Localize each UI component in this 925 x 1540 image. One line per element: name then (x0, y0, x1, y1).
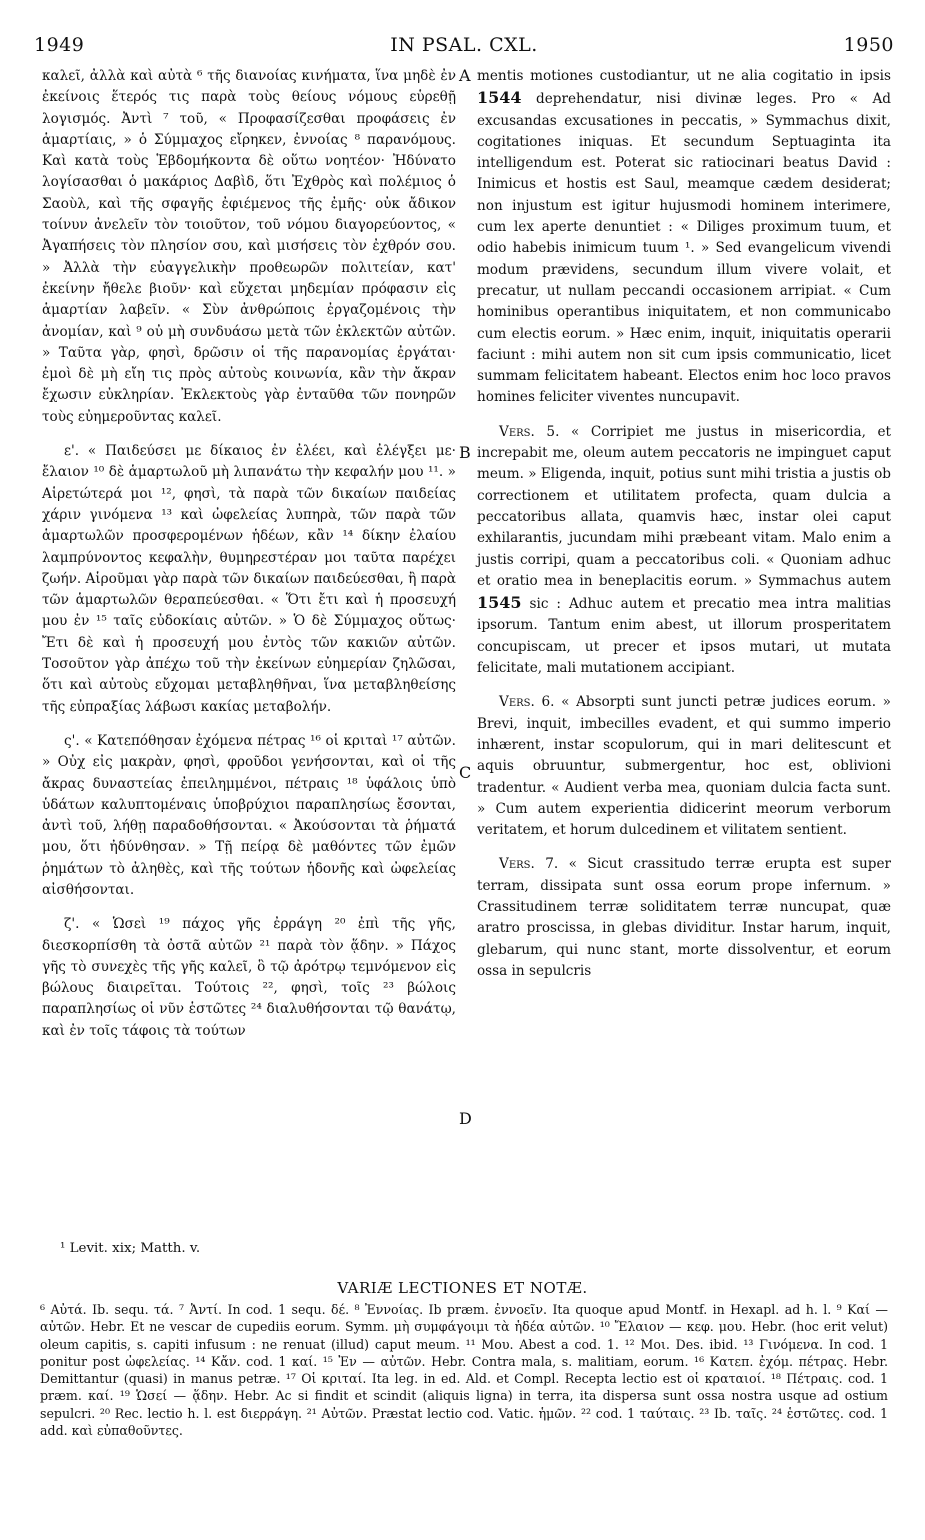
latin-paragraph: Vers. 5. « Corripiet me justus in misericordia, et increpabit me, oleum autem peccatoris ne impinguet caput meum. » Eligenda, inquit, potius sunt mihi tristia a justis ob correctionem et utilitatem profecta, quam dulcia a peccatoribus allata, quamvis hæc, instar olei caput exhilarantis, jucundam mihi præbeant vitam. Malo enim a justis corripi, quam a peccatoribus coli. « Quoniam adhuc et oratio mea in beneplacitis eorum. » Symmachus autem 1545 sic : Adhuc autem et precatio mea intra malitias ipsorum. Tantum enim abest, ut illorum prosperitatem concupiscam, ut precer et ipsos mutari, ut mutata felicitate, mali mutationem accipiant. (477, 423, 892, 677)
latin-column (477, 66, 891, 982)
margin-marker-b: B (459, 443, 471, 462)
greek-paragraph: καλεῖ, ἀλλὰ καὶ αὐτὰ ⁶ τῆς διανοίας κινήματα, ἵνα μηδὲ ἐν ἐκείνοις ἕτερός τις παρὰ τοὺς θείους νόμους εὑρεθῇ λογισμός. Ἀντὶ ⁷ τοῦ, « Προφασίζεσθαι προφάσεις ἐν ἁμαρτίαις, » ὁ Σύμμαχος εἴρηκεν, ἐννοίας ⁸ παρανόμους. Καὶ κατὰ τοὺς Ἑβδομήκοντα δὲ οὕτω νοητέον· Ἠδύνατο λογίσασθαι ὁ μακάριος Δαβὶδ, ὅτι Ἐχθρὸς καὶ πολέμιος ὁ Σαοὺλ, καὶ τῆς σφαγῆς ἐφιέμενος τῆς ἐμῆς· οὐκ ἄδικον τοίνυν ἀνελεῖν τὸν τοιοῦτον, τοῦ νόμου διαγορεύοντος, « Ἀγαπήσεις τὸν πλησίον σου, καὶ μισήσεις τὸν ἐχθρόν σου. » Ἀλλὰ τὴν εὐαγγελικὴν προθεωρῶν πολιτείαν, κατ' ἐκείνην ἤθελε βιοῦν· καὶ εὔχεται μηδεμίαν πρόφασιν εἰς ἁμαρτίαν λαβεῖν. « Σὺν ἀνθρώποις ἐργαζομένοις τὴν ἀνομίαν, καὶ ⁹ οὐ μὴ συνδυάσω μετὰ τῶν ἐκλεκτῶν αὐτῶν. » Ταῦτα γὰρ, φησὶ, δρῶσιν οἱ τῆς παρανομίας ἐργάται· ἐμοὶ δὲ μὴ εἴη τις πρὸς αὐτοὺς κοινωνία, κἂν τὴν ἄκραν ἔχωσιν εὐκληρίαν. Ἐκλεκτοὺς γὰρ ἐνταῦθα τῶν πονηρῶν τοὺς εὐημεροῦντας καλεῖ. (42, 68, 456, 425)
page-number-left: 1949 (34, 34, 85, 56)
verse-label: Vers. 5. (499, 423, 560, 440)
latin-paragraph: mentis motiones custodiantur, ut ne alia cogitatio in ipsis 1544 deprehendatur, nisi divinæ leges. Pro « Ad excusandas excusationes in peccatis, » Symmachus dixit, cogitationes iniquas. Et secundum Septuaginta ita intelligendum est. Poterat sic ratiocinari beatus David : Inimicus et hostis est Saul, meamque cædem desiderat; non injustum est igitur hujusmodi hominem interimere, cum lex aperte denuntiet : « Diliges proximum tuum, et odio habebis inimicum tuum ¹. » Sed evangelicum vivendi modum prævidens, secundum illum vivere volait, et precatur, ut nullam peccandi occasionem arripiat. « Cum hominibus operantibus iniquitatem, et non communicabo cum electis eorum. » Hæc enim, inquit, iniquitatis operarii faciunt : mihi autem non sit cum ipsis communicatio, licet summam felicitatem habeant. Electos enim hoc loco pravos homines feliciter viventes nuncupavit. (477, 68, 891, 406)
page-header (34, 34, 894, 58)
margin-marker-d: D (459, 1109, 472, 1128)
page-number-right: 1950 (843, 34, 894, 56)
latin-paragraph: Vers. 6. « Absorpti sunt juncti petræ judices eorum. » Brevi, inquit, imbecilles evadent, et qui summo imperio inhærent, instar scopulorum, qui in mari delitescunt et aquis obruuntur, submergentur, hoc est, oblivioni tradentur. « Audient verba mea, quoniam dulcia facta sunt. » Cum autem experientia didicerint meorum verborum veritatem, et horum dulcedinem et vilitatem sentient. (477, 694, 891, 839)
margin-marker-a: A (459, 66, 471, 85)
variants-heading: VARIÆ LECTIONES ET NOTÆ. (337, 1279, 588, 1297)
latin-paragraph: Vers. 7. « Sicut crassitudo terræ erupta est super terram, dissipata sunt ossa eorum prope infernum. » Crassitudinem terræ soliditatem terræ nuncupat, quæ aratro proscissa, in glebas dividitur. Instar harum, inquit, glebarum, qui nunc stant, morte dissolventur, et eorum ossa in sepulcris (477, 856, 892, 979)
greek-paragraph: ε'. « Παιδεύσει με δίκαιος ἐν ἐλέει, καὶ ἐλέγξει με· ἔλαιον ¹⁰ δὲ ἁμαρτωλοῦ μὴ λιπανάτω τὴν κεφαλήν μου ¹¹. » Αἱρετώτερά μοι ¹², φησὶ, τὰ παρὰ τῶν δικαίων παιδείας χάριν γινόμενα ¹³ καὶ ὠφελείας λυπηρὰ, τῶν παρὰ τῶν ἁμαρτωλῶν προσφερομένων ἡδέων, κἂν ¹⁴ δίκην ἐλαίου λαμπρύνοντος κεφαλὴν, θυμηρεστέραν μοι ταῦτα παρέχει ζωήν. Αἱροῦμαι γὰρ παρὰ τῶν δικαίων παιδεύεσθαι, ἢ παρὰ τῶν ἁμαρτωλῶν θεραπεύεσθαι. « Ὅτι ἔτι καὶ ἡ προσευχή μου ἐν ¹⁵ ταῖς εὐδοκίαις αὐτῶν. » Ὁ δὲ Σύμμαχος οὕτως· Ἔτι δὲ καὶ ἡ προσευχή μου ἐντὸς τῶν κακιῶν αὐτῶν. Τοσοῦτον γὰρ ἀπέχω τοῦ τὴν ἐκείνων εὐημερίαν ζηλῶσαι, ὅτι καὶ αὐτοὺς εὔχομαι μεταβληθῆναι, ἵνα μεταβληθείσης τῆς εὐπραξίας λάβωσι κακίας μεταβολήν. (42, 443, 456, 715)
greek-column (42, 66, 456, 1042)
scripture-footnote: ¹ Levit. xix; Matth. v. (60, 1241, 201, 1256)
running-title: IN PSAL. CXL. (390, 34, 538, 56)
migne-column-number: 1545 (477, 593, 522, 613)
verse-label: Vers. 6. (499, 694, 555, 711)
margin-marker-c: C (459, 763, 472, 782)
migne-column-number: 1544 (477, 88, 522, 108)
greek-paragraph: ζ'. « Ὡσεὶ ¹⁹ πάχος γῆς ἐρράγη ²⁰ ἐπὶ τῆς γῆς, διεσκορπίσθη τὰ ὀστᾶ αὐτῶν ²¹ παρὰ τὸν ᾅδην. » Πάχος γῆς τὸ συνεχὲς τῆς γῆς καλεῖ, ὃ τῷ ἀρότρῳ τεμνόμενον εἰς βώλους διαιρεῖται. Τούτοις ²², φησὶ, τοῖς ²³ βώλοις παραπλησίως οἱ νῦν ἑστῶτες ²⁴ διαλυθήσονται τῷ θανάτῳ, καὶ ἐν τοῖς τάφοις τὰ τούτων (42, 916, 456, 1039)
variant-notes: ⁶ Αὐτά. Ib. sequ. τά. ⁷ Ἀντί. In cod. 1 sequ. δέ. ⁸ Ἐννοίας. Ib præm. ἐννοεῖν. Ita quoque apud Montf. in Hexapl. ad h. l. ⁹ Καί — αὐτῶν. Hebr. Et ne vescar de cupediis eorum. Symm. μὴ συμφάγοιμι τὰ ἡδέα αὐτῶν. ¹⁰ Ἔλαιον — κεφ. μου. Hebr. (hoc erit velut) oleum capitis, s. capiti infusum : ne renuat (illud) caput meum. ¹¹ Μου. Abest a cod. 1. ¹² Μοι. Des. ibid. ¹³ Γινόμενα. In cod. 1 ponitur post ὠφελείας. ¹⁴ Κἄν. cod. 1 καί. ¹⁵ Ἐν — αὐτῶν. Hebr. Contra mala, s. malitiam, eorum. ¹⁶ Κατεπ. ἐχόμ. πέτρας. Hebr. Demittantur (quasi) in manus petræ. ¹⁷ Οἱ κριταί. Ita leg. in ed. Ald. et Compl. Recepta lectio est οἱ κραταιοί. ¹⁸ Πέτραις. cod. 1 præm. καί. ¹⁹ Ὡσεί — ᾅδην. Hebr. Ac si findit et scindit (aliquis ligna) in terra, ita dispersa sunt ossa nostra usque ad ostium sepulcri. ²⁰ Rec. lectio h. l. est διερράγη. ²¹ Αὐτῶν. Præstat lectio cod. Vatic. ἡμῶν. ²² cod. 1 ταύταις. ²³ Ib. ταῖς. ²⁴ ἑστῶτες. cod. 1 add. καὶ εὐπαθοῦντες. (40, 1302, 888, 1439)
greek-paragraph: ς'. « Κατεπόθησαν ἐχόμενα πέτρας ¹⁶ οἱ κριταὶ ¹⁷ αὐτῶν. » Οὐχ εἰς μακρὰν, φησὶ, φροῦδοι γενήσονται, καὶ οἱ τῆς ἄκρας δυναστείας ἐπειλημμένοι, πέτραις ¹⁸ ὑφάλοις ὑπὸ ὑδάτων καλυπτομέναις ὑποβρύχιοι παραπλησίως ἔσονται, ἀντὶ τοῦ, λήθῃ παραδοθήσονται. « Ἀκούσονται τὰ ῥήματά μου, ὅτι ἠδύνθησαν. » Τῇ πείρᾳ δὲ μαθόντες τῶν ἐμῶν ῥημάτων τὸ ἀληθὲς, καὶ τῆς τούτων ἡδονῆς καὶ ὠφελείας αἰσθήσονται. (42, 732, 456, 898)
verse-label: Vers. 7. (499, 856, 559, 873)
